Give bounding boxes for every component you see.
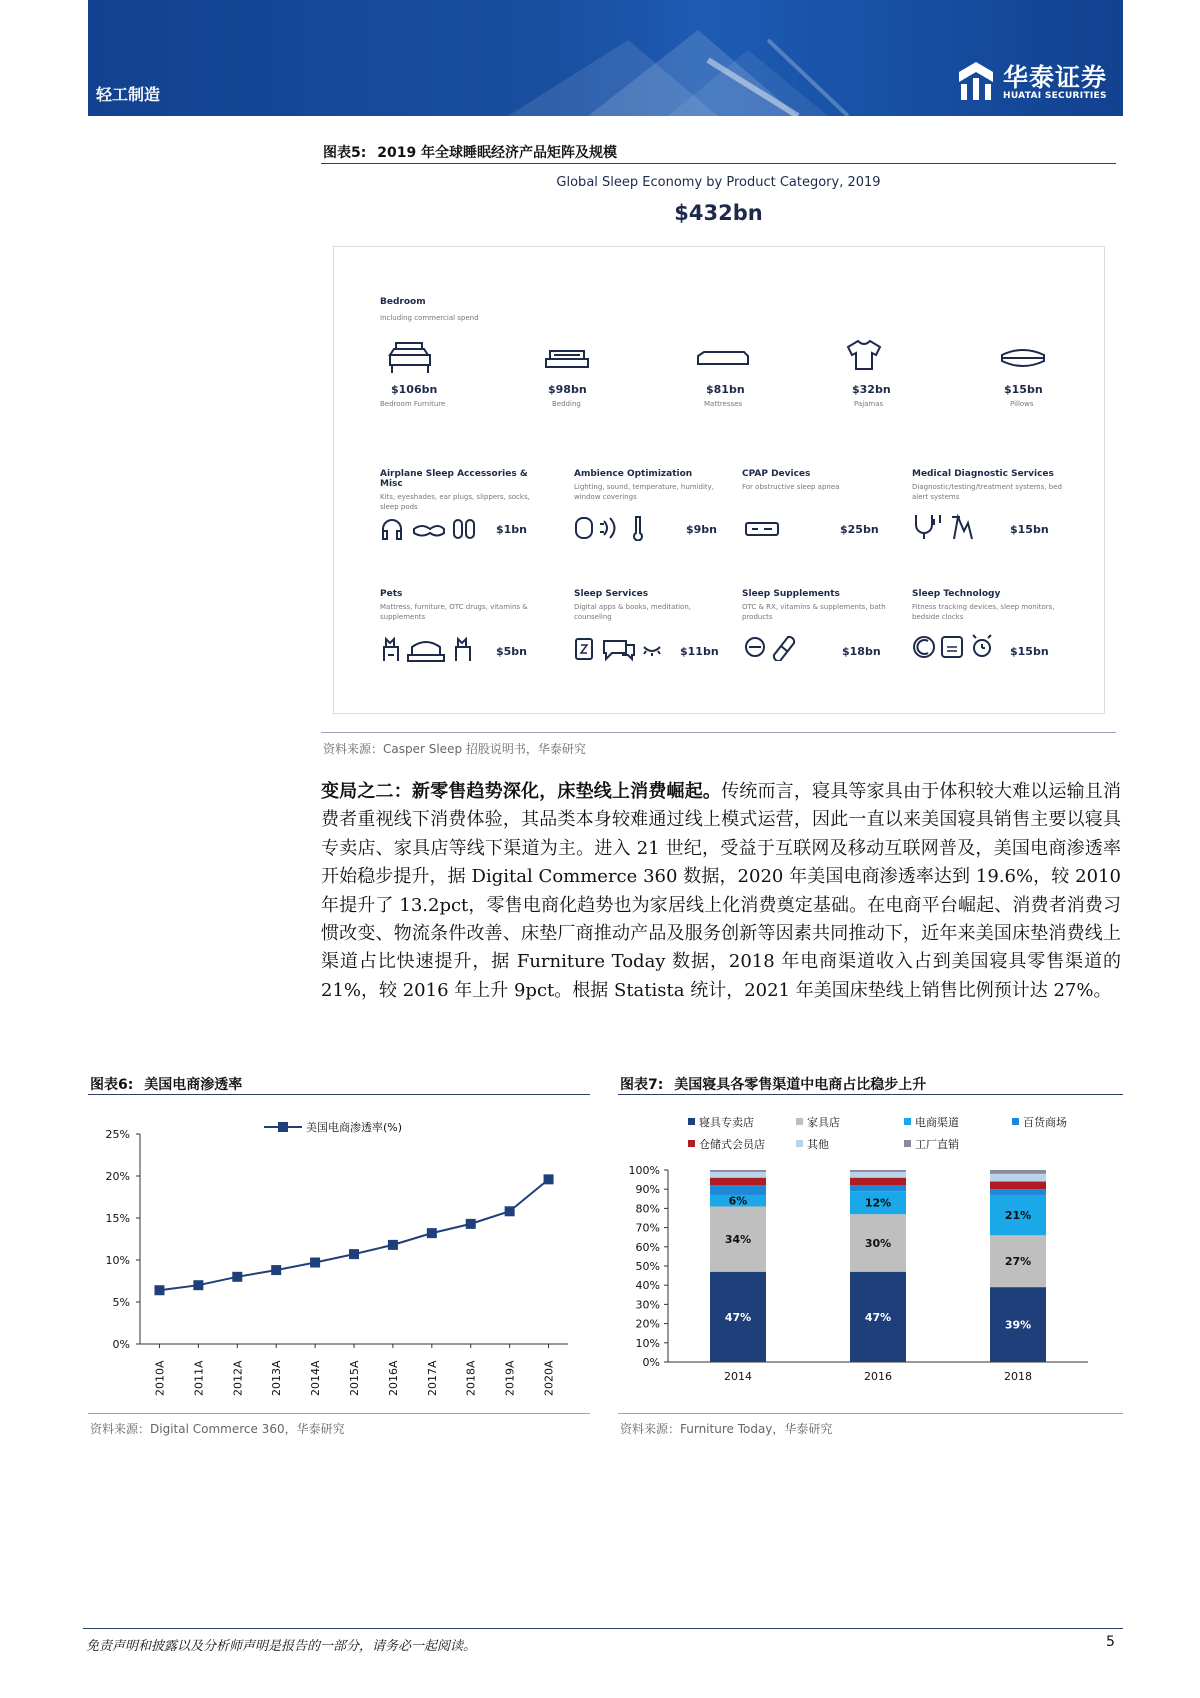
- sleep-services-icon: [574, 635, 674, 663]
- data-point: [271, 1265, 281, 1275]
- y-tick-label: 70%: [635, 1221, 660, 1235]
- y-tick-label: 5%: [112, 1296, 130, 1309]
- bedroom-value-mattresses: $81bn: [706, 383, 745, 396]
- legend-label: 工厂直销: [915, 1138, 959, 1151]
- bedroom-value-furniture: $106bn: [391, 383, 438, 396]
- pillow-icon: [998, 347, 1048, 369]
- fig5-total: $432bn: [674, 201, 763, 225]
- category-cpap: [742, 469, 892, 492]
- x-tick-label: 2013A: [270, 1360, 284, 1396]
- fig6-label: 图表6:: [90, 1077, 134, 1093]
- pajamas-icon: [846, 339, 882, 371]
- category-sleep-technology: [912, 589, 1062, 622]
- x-tick-label: 2019A: [503, 1360, 517, 1396]
- fig6-source: 资料来源：Digital Commerce 360，华泰研究: [90, 1422, 345, 1436]
- data-point: [310, 1258, 320, 1268]
- huatai-logo: [957, 60, 1115, 106]
- category-name: Sleep Technology: [912, 589, 1001, 599]
- ambience-icon: [574, 515, 650, 541]
- bar-segment: [850, 1178, 906, 1186]
- y-tick-label: 15%: [105, 1212, 130, 1225]
- data-point: [232, 1272, 242, 1282]
- bar-data-label: 12%: [864, 1196, 892, 1210]
- bedroom-value-pajamas: $32bn: [852, 383, 891, 396]
- y-tick-label: 25%: [105, 1128, 130, 1141]
- data-point: [466, 1219, 476, 1229]
- header-decoration: [468, 0, 928, 116]
- category-pets: [380, 589, 550, 622]
- y-tick-label: 0%: [642, 1356, 660, 1369]
- fig7-title: 美国寝具各零售渠道中电商占比稳步上升: [674, 1077, 927, 1093]
- category-desc: Kits, eyeshades, ear plugs, slippers, socks, sleep pods: [380, 493, 530, 511]
- category-medical: [912, 469, 1062, 502]
- sleep-services-value: $11bn: [680, 645, 719, 658]
- y-tick-label: 50%: [635, 1260, 660, 1273]
- bedroom-label-mattresses: Mattresses: [704, 400, 743, 408]
- x-tick-label: 2014: [724, 1370, 752, 1383]
- body-lead: 变局之二：新零售趋势深化，床垫线上消费崛起。: [321, 781, 722, 802]
- legend-marker: [278, 1122, 288, 1132]
- page-number: 5: [1106, 1634, 1115, 1650]
- bar-data-label: 27%: [1004, 1255, 1032, 1269]
- bar-data-label: 39%: [1004, 1318, 1032, 1332]
- legend-label: 仓储式会员店: [699, 1138, 765, 1151]
- fig7-bottom-rule: [618, 1413, 1123, 1414]
- fig5-title: 2019 年全球睡眠经济产品矩阵及规模: [377, 145, 618, 161]
- bar-segment: [990, 1189, 1046, 1195]
- bar-segment: [710, 1170, 766, 1172]
- bedroom-label-pajamas: Pajamas: [854, 400, 884, 408]
- category-name: Airplane Sleep Accessories & Misc: [380, 469, 528, 489]
- legend-label: 其他: [807, 1138, 829, 1151]
- data-point: [388, 1240, 398, 1250]
- sleep-technology-icon: [912, 633, 996, 661]
- legend-label: 电商渠道: [915, 1116, 959, 1129]
- x-tick-label: 2011A: [192, 1360, 206, 1396]
- bar-data-label: 34%: [724, 1233, 752, 1247]
- x-tick-label: 2012A: [231, 1360, 245, 1396]
- data-point: [154, 1285, 164, 1295]
- fig7-source: 资料来源：Furniture Today，华泰研究: [620, 1422, 833, 1436]
- category-name: Pets: [380, 589, 403, 599]
- data-point: [427, 1228, 437, 1238]
- y-tick-label: 10%: [105, 1254, 130, 1267]
- bedroom-label-bedding: Bedding: [552, 400, 581, 408]
- y-tick-label: 40%: [635, 1279, 660, 1293]
- y-tick-label: 60%: [635, 1240, 660, 1254]
- category-name: Ambience Optimization: [574, 469, 693, 479]
- legend-swatch: [796, 1118, 803, 1125]
- y-tick-label: 90%: [635, 1183, 660, 1197]
- legend-label: 家具店: [807, 1116, 840, 1129]
- sleep-technology-value: $15bn: [1010, 645, 1049, 658]
- bedroom-furniture-icon: [386, 339, 434, 377]
- y-tick-label: 20%: [635, 1317, 660, 1331]
- fig5-inner-title: Global Sleep Economy by Product Category, 2019: [556, 175, 881, 190]
- category-sleep-supplements: [742, 589, 892, 622]
- sleep-supplements-icon: [744, 633, 798, 661]
- bar-data-label: 47%: [724, 1310, 752, 1324]
- legend-swatch: [1012, 1118, 1019, 1125]
- bedroom-label-furniture: Bedroom Furniture: [380, 400, 446, 408]
- bar-segment: [710, 1172, 766, 1178]
- x-tick-label: 2018: [1004, 1370, 1032, 1383]
- fig7-title-row: [620, 1074, 926, 1094]
- pets-icon: [380, 635, 480, 663]
- legend-swatch: [688, 1140, 695, 1147]
- category-desc: Fitness tracking devices, sleep monitors, bedside clocks: [912, 603, 1055, 621]
- category-name: Medical Diagnostic Services: [912, 469, 1054, 479]
- bedroom-label-pillows: Pillows: [1010, 400, 1034, 408]
- sleep-supplements-value: $18bn: [842, 645, 881, 658]
- body-text: 传统而言，寝具等家具由于体积较大难以运输且消费者重视线下消费体验，其品类本身较难通过线上模式运营，因此一直以来美国寝具销售主要以寝具专卖店、家具店等线下渠道为主。进入 21 世纪，受益于互联网及移动互联网普及，美国电商渗透率开始稳步提升，据 Digital Commerce 360 数据，2020 年美国电商渗透率达到 19.6%，较 2010 年提升了 13.2pct，零售电商化趋势也为家居线上化消费奠定基础。在电商平台崛起、消费者消费习惯改变、物流条件改善、床垫厂商推动产品及服务创新等因素共同推动下，近年来美国床垫消费线上渠道占比快速提升，据 Furniture Today 数据，2018 年电商渠道收入占到美国寝具零售渠道的 21%，较 2016 年上升 9pct。根据 Statista 统计，2021 年美国床垫线上销售比例预计达 27%。: [321, 781, 1121, 1001]
- fig5-bottom-rule: [321, 732, 1116, 733]
- logo-en-text: HUATAI SECURITIES: [1003, 91, 1107, 101]
- bedding-icon: [544, 347, 590, 369]
- fig5-source: 资料来源：Casper Sleep 招股说明书，华泰研究: [323, 742, 586, 756]
- fig7-label: 图表7:: [620, 1077, 664, 1093]
- y-tick-label: 20%: [105, 1170, 130, 1183]
- x-tick-label: 2018A: [464, 1360, 478, 1396]
- legend-label: 百货商场: [1023, 1116, 1067, 1129]
- x-tick-label: 2016: [864, 1370, 892, 1383]
- pets-value: $5bn: [496, 645, 528, 658]
- y-tick-label: 100%: [628, 1164, 660, 1177]
- x-tick-label: 2020A: [542, 1360, 556, 1396]
- sector-label: 轻工制造: [96, 85, 161, 104]
- category-desc: Diagnostic/testing/treatment systems, bed alert systems: [912, 483, 1062, 501]
- bedroom-heading: Bedroom: [380, 297, 426, 307]
- x-tick-label: 2014A: [309, 1360, 323, 1396]
- mattress-icon: [696, 350, 750, 370]
- medical-value: $15bn: [1010, 523, 1049, 536]
- category-sleep-services: [574, 589, 724, 622]
- bar-data-label: 6%: [728, 1194, 748, 1208]
- cpap-icon: [744, 521, 780, 537]
- fig6-title-row: [90, 1074, 242, 1094]
- legend-swatch: [904, 1118, 911, 1125]
- legend-label: 寝具专卖店: [699, 1116, 754, 1129]
- category-airplane: [380, 469, 550, 512]
- x-tick-label: 2016A: [386, 1360, 400, 1396]
- bar-segment: [990, 1170, 1046, 1174]
- bar-data-label: 21%: [1004, 1209, 1032, 1223]
- bar-data-label: 30%: [864, 1236, 892, 1250]
- airplane-value: $1bn: [496, 523, 528, 536]
- data-point: [349, 1249, 359, 1259]
- ecommerce-penetration-chart: [88, 1100, 590, 1410]
- sleep-economy-panel: [333, 246, 1105, 714]
- category-desc: Digital apps & books, meditation, counseling: [574, 603, 692, 621]
- bedroom-note: Including commercial spend: [380, 314, 479, 322]
- series-line: [159, 1179, 548, 1290]
- fig5-title-row: [323, 142, 617, 162]
- logo-cn-text: 华泰证券: [1003, 63, 1108, 92]
- category-desc: For obstructive sleep apnea: [742, 483, 840, 491]
- category-desc: Lighting, sound, temperature, humidity, window coverings: [574, 483, 715, 501]
- category-name: Sleep Services: [574, 589, 649, 599]
- y-tick-label: 30%: [635, 1298, 660, 1312]
- bar-segment: [990, 1174, 1046, 1182]
- bar-segment: [850, 1185, 906, 1191]
- category-desc: OTC & RX, vitamins & supplements, bath products: [742, 603, 886, 621]
- category-name: Sleep Supplements: [742, 589, 840, 599]
- bedroom-value-pillows: $15bn: [1004, 383, 1043, 396]
- medical-diagnostic-icon: [912, 513, 976, 541]
- y-tick-label: 0%: [112, 1338, 130, 1351]
- ambience-value: $9bn: [686, 523, 718, 536]
- x-tick-label: 2010A: [153, 1360, 167, 1396]
- y-tick-label: 80%: [635, 1202, 660, 1216]
- legend-swatch: [904, 1140, 911, 1147]
- fig6-bottom-rule: [88, 1413, 590, 1414]
- body-paragraph: [321, 778, 1121, 1005]
- airplane-accessories-icon: [380, 517, 484, 541]
- legend-swatch: [688, 1118, 695, 1125]
- x-tick-label: 2017A: [425, 1360, 439, 1396]
- bar-segment: [710, 1185, 766, 1195]
- legend-label: 美国电商渗透率(%): [306, 1121, 403, 1134]
- bar-segment: [990, 1182, 1046, 1190]
- cpap-value: $25bn: [840, 523, 879, 536]
- fig7-title-rule: [618, 1094, 1123, 1095]
- bedding-channel-share-chart: [618, 1100, 1123, 1410]
- category-desc: Mattress, furniture, OTC drugs, vitamins & supplements: [380, 603, 528, 621]
- data-point: [193, 1280, 203, 1290]
- footer-disclaimer: 免责声明和披露以及分析师声明是报告的一部分，请务必一起阅读。: [86, 1639, 477, 1654]
- bar-segment: [850, 1170, 906, 1172]
- bedroom-value-bedding: $98bn: [548, 383, 587, 396]
- fig5-title-rule: [321, 163, 1116, 164]
- bar-segment: [850, 1172, 906, 1178]
- fig6-title: 美国电商渗透率: [144, 1077, 243, 1093]
- fig6-title-rule: [88, 1094, 590, 1095]
- fig5-label: 图表5:: [323, 145, 367, 161]
- data-point: [505, 1206, 515, 1216]
- bar-data-label: 47%: [864, 1310, 892, 1324]
- huatai-logo-icon: [957, 60, 995, 102]
- legend-swatch: [796, 1140, 803, 1147]
- category-ambience: [574, 469, 724, 502]
- page-header: [88, 0, 1123, 116]
- y-tick-label: 10%: [635, 1336, 660, 1350]
- bar-segment: [710, 1178, 766, 1186]
- x-tick-label: 2015A: [348, 1360, 361, 1396]
- category-name: CPAP Devices: [742, 469, 811, 479]
- footer-rule: [83, 1628, 1123, 1629]
- data-point: [544, 1174, 554, 1184]
